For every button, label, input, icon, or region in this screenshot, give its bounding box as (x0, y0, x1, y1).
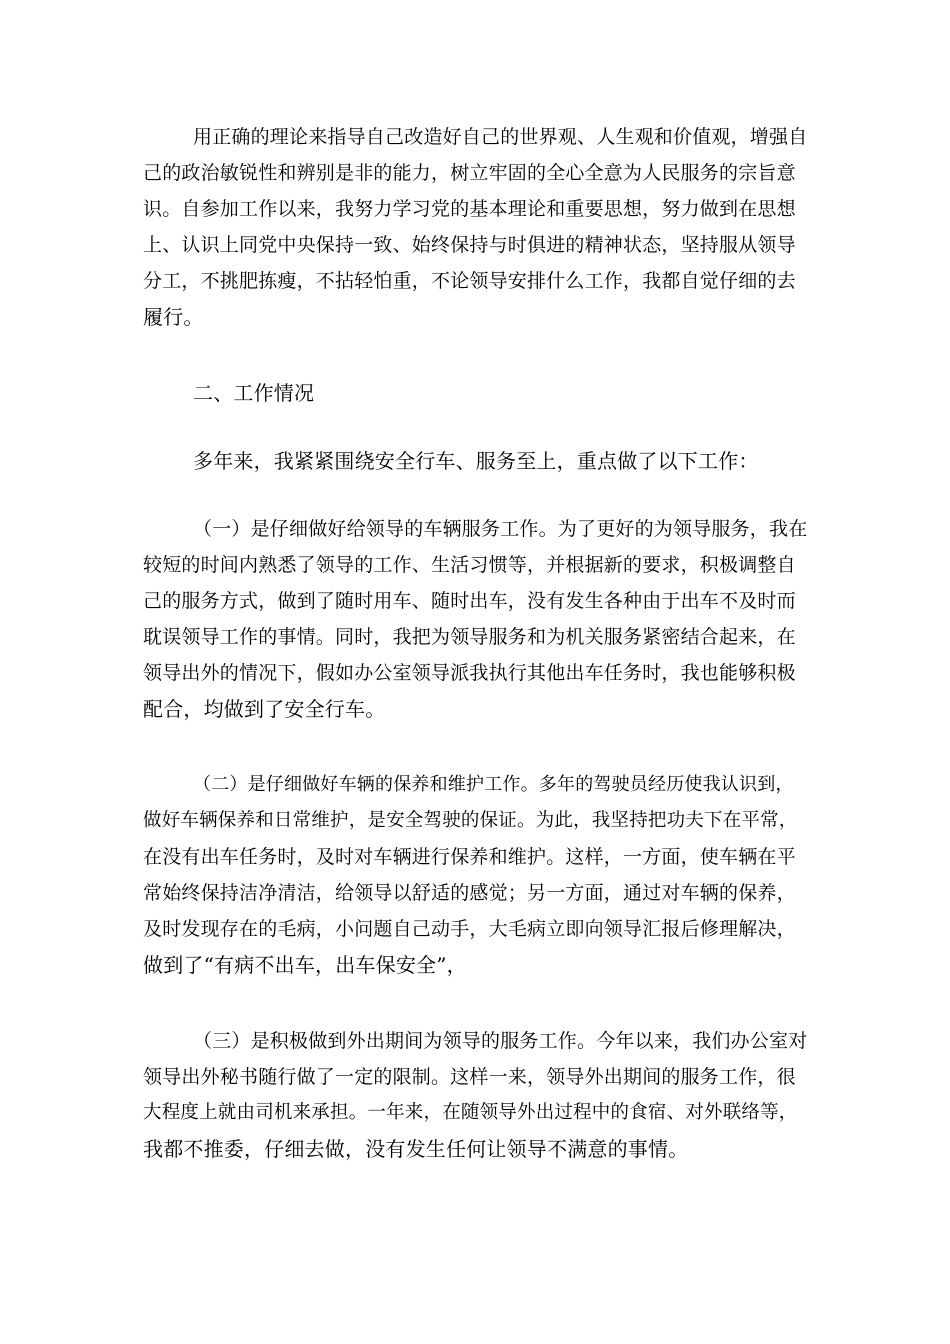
paragraph-1-line-1: 用正确的理论来指导自己改造好自己的世界观、人生观和价值观，增强自 (193, 126, 808, 148)
paragraph-3-line-2: 做好车辆保养和日常维护，是安全驾驶的保证。为此，我坚持把功夫下在平常， (143, 810, 798, 831)
paragraph-2-line-4: 耽误领导工作的事情。同时，我把为领导服务和为机关服务紧密结合起来，在 (143, 626, 796, 648)
paragraph-1-line-5: 分工，不挑肥拣瘦，不拈轻怕重，不论领导安排什么工作，我都自觉仔细的去 (143, 270, 796, 292)
paragraph-4-line-2: 领导出外秘书随行做了一定的限制。这样一来，领导外出期间的服务工作，很 (143, 1066, 796, 1088)
paragraph-2-line-2: 较短的时间内熟悉了领导的工作、生活习惯等，并根据新的要求，积极调整自 (143, 554, 796, 576)
paragraph-1-line-2: 己的政治敏锐性和辨别是非的能力，树立牢固的全心全意为人民服务的宗旨意 (143, 162, 796, 184)
paragraph-3-line-4: 常始终保持洁净清洁，给领导以舒适的感觉；另一方面，通过对车辆的保养， (143, 882, 796, 904)
paragraph-1-line-6: 履行。 (143, 305, 204, 329)
paragraph-2-line-1: （一）是仔细做好给领导的车辆服务工作。为了更好的为领导服务，我在 (193, 518, 808, 540)
paragraph-2-line-3: 己的服务方式，做到了随时用车、随时出车，没有发生各种由于出车不及时而 (143, 590, 796, 612)
paragraph-3-line-6: 做到了“有病不出车，出车保安全”， (143, 953, 467, 977)
paragraph-1-line-4: 上、认识上同党中央保持一致、始终保持与时俱进的精神状态，坚持服从领导 (143, 234, 796, 256)
paragraph-2-line-5: 领导出外的情况下，假如办公室领导派我执行其他出车任务时，我也能够积极 (143, 662, 796, 684)
paragraph-1-line-3: 识。自参加工作以来，我努力学习党的基本理论和重要思想，努力做到在思想 (143, 198, 796, 220)
paragraph-2-line-6: 配合，均做到了安全行车。 (143, 697, 386, 721)
section-heading: 二、工作情况 (193, 381, 315, 405)
paragraph-3-line-1: （二）是仔细做好车辆的保养和维护工作。多年的驾驶员经历使我认识到， (193, 774, 794, 795)
paragraph-intro-line-1: 多年来，我紧紧围绕安全行车、服务至上，重点做了以下工作： (193, 449, 759, 473)
paragraph-3-line-3: 在没有出车任务时，及时对车辆进行保养和维护。这样，一方面，使车辆在平 (143, 846, 796, 868)
paragraph-3-line-5: 及时发现存在的毛病，小问题自己动手，大毛病立即向领导汇报后修理解决， (143, 918, 796, 940)
paragraph-4-line-3: 大程度上就由司机来承担。一年来，在随领导外出过程中的食宿、对外联络等， (143, 1102, 798, 1123)
paragraph-4-line-1: （三）是积极做到外出期间为领导的服务工作。今年以来，我们办公室对 (193, 1030, 808, 1052)
paragraph-4-line-4: 我都不推委，仔细去做，没有发生任何让领导不满意的事情。 (143, 1137, 689, 1161)
